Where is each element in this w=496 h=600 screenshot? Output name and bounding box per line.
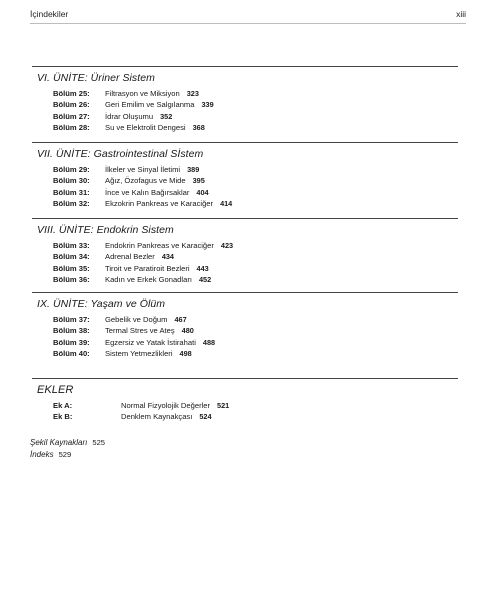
chapter-page: 498 (179, 349, 192, 359)
section-divider (32, 218, 458, 219)
chapter-label: Bölüm 36: (53, 275, 90, 285)
appendix-label: Ek A: (53, 401, 73, 410)
chapter-label: Bölüm 35: (53, 263, 90, 273)
toc-entry[interactable] (37, 349, 458, 360)
toc-entry[interactable] (30, 450, 71, 459)
chapter-name: Kadın ve Erkek Gonadları (105, 275, 192, 285)
toc-entry[interactable] (37, 112, 458, 123)
chapter-name: Gebelik ve Doğum (105, 315, 168, 324)
chapter-label: Bölüm 31: (53, 187, 90, 197)
appendix-name: Denklem Kaynakçası (121, 412, 193, 422)
toc-entry[interactable] (37, 412, 458, 423)
toc-entry[interactable] (37, 401, 458, 412)
chapter-name: Adrenal Bezler (105, 252, 155, 262)
chapter-label: Bölüm 37: (53, 315, 90, 324)
chapter-page: 323 (186, 89, 199, 98)
unit-title: VIII. ÜNİTE: Endokrin Sistem (37, 224, 174, 236)
toc-entry[interactable] (37, 165, 458, 176)
chapter-page: 389 (187, 165, 200, 174)
chapter-page: 414 (220, 199, 233, 209)
extra-title: İndeks (30, 450, 54, 459)
chapter-label: Bölüm 33: (53, 241, 90, 250)
chapter-label: Bölüm 38: (53, 326, 90, 336)
chapter-label: Bölüm 26: (53, 100, 90, 110)
appendix-title: EKLER (37, 384, 74, 396)
chapter-page: 488 (202, 337, 216, 347)
chapter-name: Filtrasyon ve Miksiyon (105, 89, 180, 98)
chapter-label: Bölüm 25: (53, 89, 90, 98)
unit-section (37, 142, 458, 211)
unit-section (37, 218, 458, 287)
toc-entry[interactable] (37, 241, 458, 252)
chapter-label: Bölüm 32: (53, 199, 90, 209)
chapter-name: Su ve Elektrolit Dengesi (105, 123, 186, 133)
chapter-page: 404 (196, 187, 209, 197)
toc-entry[interactable] (37, 338, 458, 349)
toc-entry[interactable] (37, 100, 458, 111)
appendix-page: 524 (199, 412, 212, 422)
chapter-name: Sistem Yetmezlikleri (105, 349, 173, 359)
appendix-page: 521 (217, 401, 230, 410)
chapter-name: Ağız, Özofagus ve Mide (105, 176, 186, 186)
toc-entry[interactable] (37, 188, 458, 199)
unit-section (37, 66, 458, 135)
chapter-page: 368 (192, 123, 205, 133)
chapter-label: Bölüm 40: (53, 349, 90, 359)
unit-title: VI. ÜNİTE: Üriner Sistem (37, 72, 155, 84)
chapter-name: Geri Emilim ve Salgılanma (105, 100, 195, 110)
chapter-page: 443 (196, 263, 209, 273)
toc-entry[interactable] (37, 275, 458, 286)
chapter-label: Bölüm 34: (53, 252, 90, 262)
section-divider (32, 66, 458, 67)
toc-entry[interactable] (37, 199, 458, 210)
extra-page: 529 (58, 450, 72, 459)
section-divider (32, 142, 458, 143)
unit-section (37, 292, 458, 361)
chapter-name: Egzersiz ve Yatak İstirahati (105, 337, 196, 347)
toc-entry[interactable] (37, 123, 458, 134)
page-header (30, 9, 466, 19)
chapter-page: 352 (160, 111, 173, 121)
appendix-section (37, 378, 458, 424)
chapter-name: İdrar Oluşumu (105, 111, 154, 121)
toc-entry[interactable] (37, 176, 458, 187)
chapter-name: Ekzokrin Pankreas ve Karaciğer (105, 199, 214, 209)
appendix-name: Normal Fizyolojik Değerler (121, 401, 211, 410)
chapter-label: Bölüm 30: (53, 176, 90, 186)
chapter-label: Bölüm 28: (53, 123, 90, 133)
header-divider (30, 23, 466, 24)
header-title: İçindekiler (30, 9, 69, 19)
toc-entry[interactable] (30, 438, 105, 447)
chapter-page: 423 (220, 241, 234, 250)
chapter-name: İnce ve Kalın Bağırsaklar (105, 187, 190, 197)
chapter-page: 395 (192, 176, 205, 186)
chapter-name: Tiroit ve Paratiroit Bezleri (105, 263, 190, 273)
toc-entry[interactable] (37, 315, 458, 326)
toc-entry[interactable] (37, 89, 458, 100)
chapter-page: 434 (161, 252, 174, 262)
toc-entry[interactable] (37, 264, 458, 275)
chapter-name: Termal Stres ve Ateş (105, 326, 175, 336)
chapter-name: Endokrin Pankreas ve Karaciğer (105, 241, 214, 250)
header-page-number: xiii (456, 9, 466, 19)
appendix-label: Ek B: (53, 412, 73, 422)
extra-page: 525 (92, 438, 106, 447)
chapter-page: 480 (181, 326, 194, 336)
chapter-page: 339 (201, 100, 214, 110)
chapter-label: Bölüm 39: (53, 337, 90, 347)
chapter-page: 452 (198, 275, 212, 285)
extra-title: Şekil Kaynakları (30, 438, 88, 447)
unit-title: VII. ÜNİTE: Gastrointestinal Sİstem (37, 148, 204, 160)
section-divider (32, 292, 458, 293)
chapter-label: Bölüm 27: (53, 111, 90, 121)
section-divider (32, 378, 458, 379)
chapter-name: İlkeler ve Sinyal İletimi (105, 165, 181, 174)
toc-entry[interactable] (37, 252, 458, 263)
unit-title: IX. ÜNİTE: Yaşam ve Ölüm (37, 298, 166, 310)
toc-entry[interactable] (37, 326, 458, 337)
chapter-label: Bölüm 29: (53, 165, 90, 174)
chapter-page: 467 (174, 315, 187, 324)
